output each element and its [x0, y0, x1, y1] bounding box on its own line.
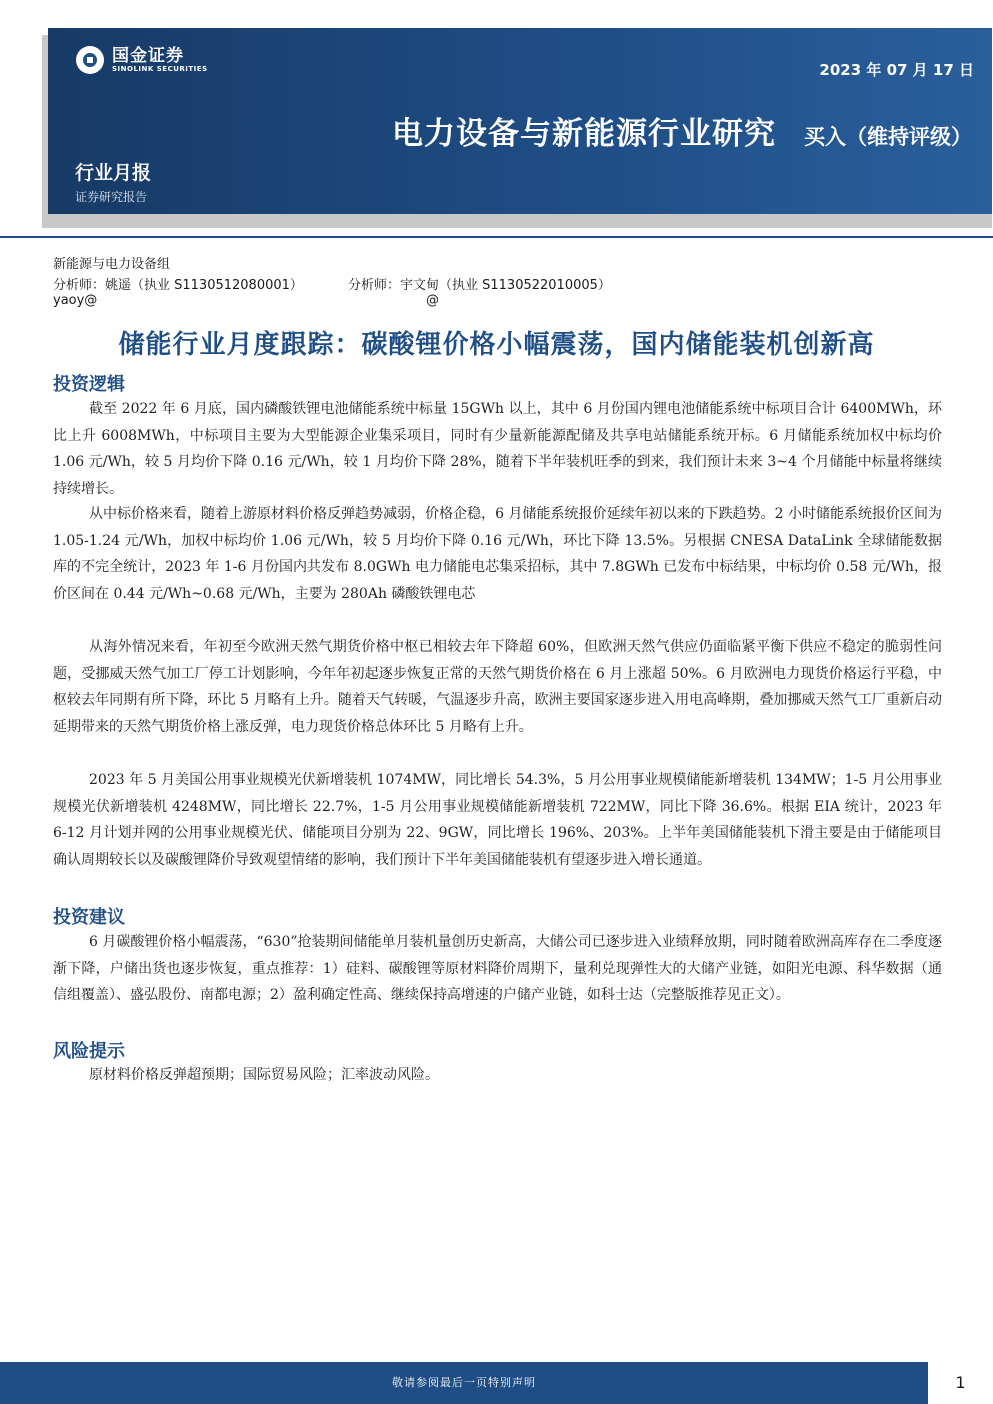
page-number: 1	[955, 1373, 966, 1392]
rating-badge: 买入（维持评级）	[804, 125, 972, 149]
section-heading-logic: 投资逻辑	[53, 374, 125, 395]
analyst-list	[53, 274, 611, 293]
header-divider	[0, 236, 993, 238]
report-date: 2023 年 07 月 17 日	[819, 61, 974, 79]
section-heading-advice: 投资建议	[53, 907, 125, 928]
report-type: 行业月报	[75, 162, 152, 184]
logic-paragraph-4: 2023 年 5 月美国公用事业规模光伏新增装机 1074MW，同比增长 54.3%，5 月公用事业规模储能新增装机 134MW；1-5 月公用事业规模光伏新增装机 4248MW，同比增长 22.7%，1-5 月公用事业规模储能新增装机 722MW，同比下降 36.6%。根据 EIA 统计，2023 年 6-12 月计划并网的公用事业规模光伏、储能项目分别为 22、9GW，同比增长 196%、203%。上半年美国储能装机下滑主要是由于储能项目确认周期较长以及碳酸锂降价导致观望情绪的影响，我们预计下半年美国储能装机有望逐步进入增长通道。	[53, 772, 942, 868]
company-logo	[76, 46, 208, 74]
analyst-emails	[53, 293, 439, 308]
research-group: 新能源与电力设备组	[53, 257, 171, 272]
email-1[interactable]: yaoy@	[53, 293, 98, 308]
email-2[interactable]: @	[426, 293, 439, 308]
report-title: 储能行业月度跟踪：碳酸锂价格小幅震荡，国内储能装机创新高	[118, 330, 875, 360]
risk-paragraph: 原材料价格反弹超预期；国际贸易风险；汇率波动风险。	[89, 1067, 439, 1083]
analyst-2: 分析师：宇文甸（执业 S1130522010005）	[348, 278, 611, 293]
logo-icon	[76, 46, 104, 74]
industry-title: 电力设备与新能源行业研究	[392, 116, 776, 152]
logo-name-cn: 国金证券	[112, 45, 184, 66]
logo-name-en: SINOLINK SECURITIES	[112, 64, 208, 73]
report-subtype: 证券研究报告	[75, 190, 148, 204]
logic-paragraph-3: 从海外情况来看，年初至今欧洲天然气期货价格中枢已相较去年下降超 60%，但欧洲天然气供应仍面临紧平衡下供应不稳定的脆弱性问题，受挪威天然气加工厂停工计划影响，今年年初起逐步恢复正常的天然气期货价格在 6 月上涨超 50%。6 月欧洲电力现货价格运行平稳，中枢较去年同期有所下降，环比 5 月略有上升。随着天气转暖，气温逐步升高，欧洲主要国家逐步进入用电高峰期，叠加挪威天然气工厂重新启动延期带来的天然气期货价格上涨反弹，电力现货价格总体环比 5 月略有上升。	[53, 639, 942, 735]
logic-paragraph-1: 截至 2022 年 6 月底，国内磷酸铁锂电池储能系统中标量 15GWh 以上，其中 6 月份国内锂电池储能系统中标项目合计 6400MWh，环比上升 6008MWh，中标项目主要为大型能源企业集采项目，同时有少量新能源配储及共享电站储能系统开标。6 月储能系统加权中标均价 1.06 元/Wh，较 5 月均价下降 0.16 元/Wh，较 1 月均价下降 28%，随着下半年装机旺季的到来，我们预计未来 3~4 个月储能中标量将继续持续增长。	[53, 401, 942, 497]
header-banner	[48, 28, 992, 214]
section-heading-risk: 风险提示	[53, 1041, 125, 1062]
footer-notice: 敬请参阅最后一页特别声明	[392, 1376, 536, 1389]
logic-paragraph-2: 从中标价格来看，随着上游原材料价格反弹趋势减弱，价格企稳，6 月储能系统报价延续年初以来的下跌趋势。2 小时储能系统报价区间为 1.05-1.24 元/Wh，加权中标均价 1.06 元/Wh，较 5 月均价下降 0.16 元/Wh，环比下降 13.5%。另根据 CNESA DataLink 全球储能数据库的不完全统计，2023 年 1-6 月份国内共发布 8.0GWh 电力储能电芯集采招标，其中 7.8GWh 已发布中标结果，中标均价 0.58 元/Wh，报价区间在 0.44 元/Wh~0.68 元/Wh，主要为 280Ah 磷酸铁锂电芯	[53, 506, 942, 602]
analyst-1: 分析师：姚遥（执业 S1130512080001）	[53, 278, 303, 293]
advice-paragraph: 6 月碳酸锂价格小幅震荡，“630”抢装期间储能单月装机量创历史新高，大储公司已逐步进入业绩释放期，同时随着欧洲高库存在二季度逐渐下降，户储出货也逐步恢复，重点推荐：1）硅料、碳酸锂等原材料降价周期下，量利兑现弹性大的大储产业链，如阳光电源、科华数据（通信组覆盖）、盛弘股份、南都电源；2）盈利确定性高、继续保持高增速的户储产业链，如科士达（完整版推荐见正文）。	[53, 934, 942, 1003]
